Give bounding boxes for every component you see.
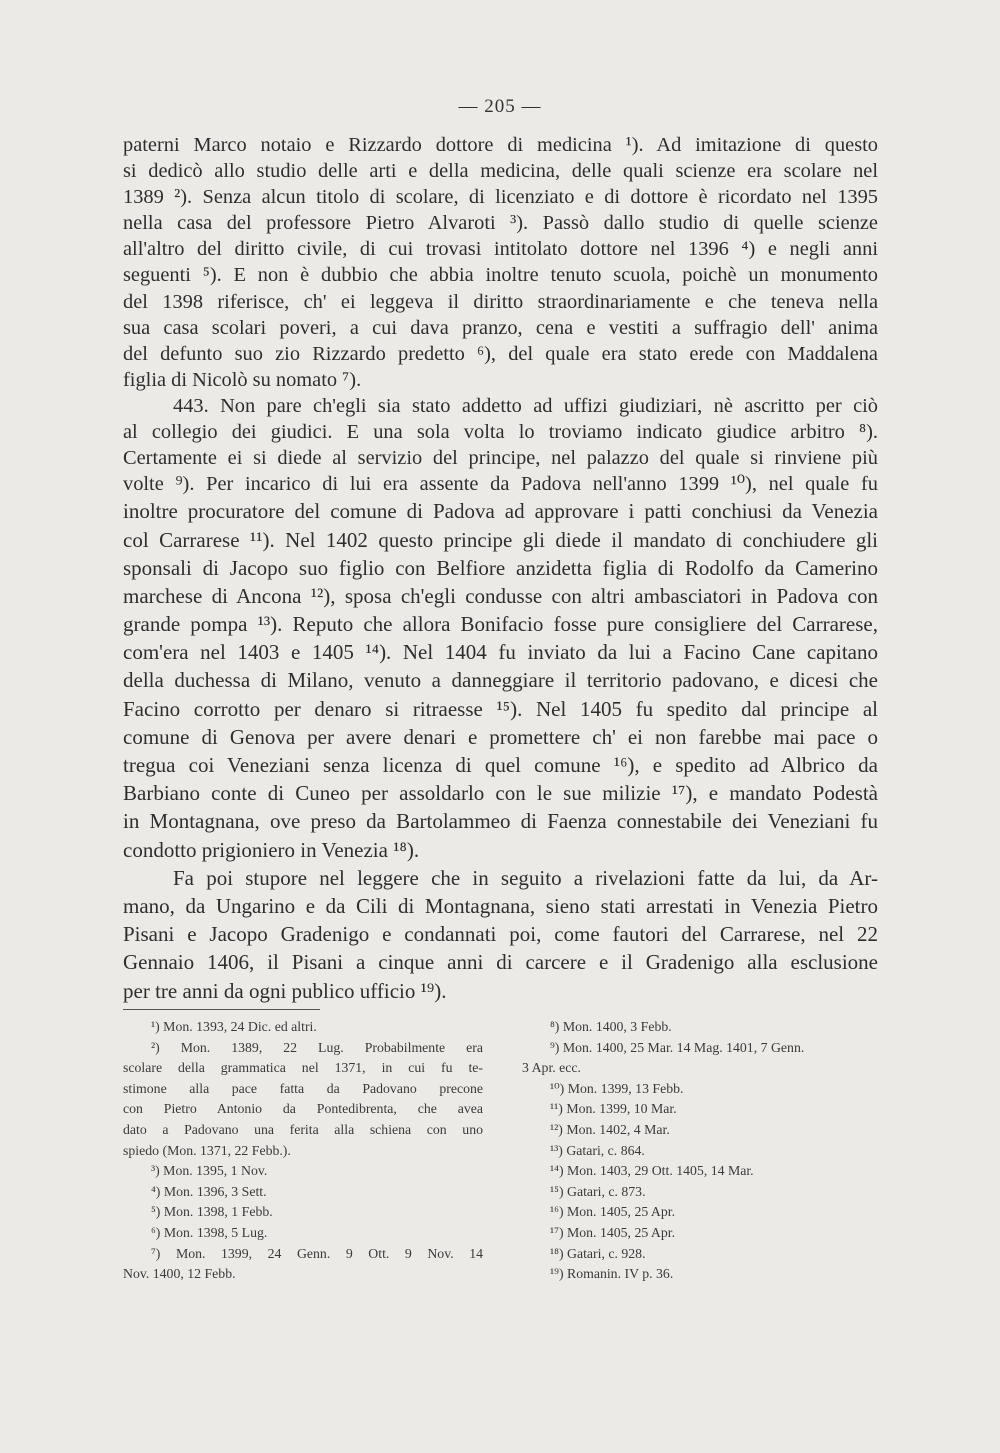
- text-line: del defunto suo zio Rizzardo predetto ⁶), del quale era stato erede con Maddalena: [123, 342, 878, 365]
- footnotes-left-column: [123, 1017, 483, 1285]
- footnote: ⁹) Mon. 1400, 25 Mar. 14 Mag. 1401, 7 Genn.: [550, 1039, 805, 1055]
- text-line: Barbiano conte di Cuneo per assoldarlo con le sue milizie ¹⁷), e mandato Podestà: [123, 781, 878, 806]
- footnote-divider: [123, 1009, 320, 1010]
- text-line: sponsali di Jacopo suo figlio con Belfiore anzidetta figlia di Rodolfo da Camerino: [123, 555, 878, 580]
- text-line: 1389 ²). Senza alcun titolo di scolare, di licenziato e di dottore è ricordato nel 1395: [123, 186, 878, 209]
- text-line: tregua coi Veneziani senza licenza di quel comune ¹⁶), e spedito ad Albrico da: [123, 753, 878, 777]
- footnote: ¹⁶) Mon. 1405, 25 Apr.: [550, 1204, 676, 1220]
- text-line: Pisani e Jacopo Gradenigo e condannati poi, come fautori del Carrarese, nel 22: [123, 922, 878, 947]
- text-line: condotto prigioniero in Venezia ¹⁸).: [123, 837, 420, 862]
- footnote: ¹⁹) Romanin. IV p. 36.: [550, 1266, 674, 1282]
- footnote: ⁴) Mon. 1396, 3 Sett.: [151, 1183, 267, 1199]
- footnote: ¹⁴) Mon. 1403, 29 Ott. 1405, 14 Mar.: [550, 1163, 754, 1179]
- footnote: ⁷) Mon. 1399, 24 Genn. 9 Ott. 9 Nov. 14: [151, 1245, 483, 1261]
- text-line: sua casa scolari poveri, a cui dava pranzo, cena e vestiti a suffragio dell' anima: [123, 316, 878, 339]
- text-line: si dedicò allo studio delle arti e della medicina, delle quali scienze era scolare nel: [123, 160, 878, 183]
- text-line: al collegio dei giudici. E una sola volta lo troviamo indicato giudice arbitro ⁸).: [123, 421, 878, 444]
- text-line: per tre anni da ogni publico ufficio ¹⁹).: [123, 978, 447, 1003]
- footnote-continuation: spiedo (Mon. 1371, 22 Febb.).: [123, 1142, 291, 1158]
- text-line: paterni Marco notaio e Rizzardo dottore di medicina ¹). Ad imitazione di questo: [123, 134, 878, 156]
- paragraph-start: 443. Non pare ch'egli sia stato addetto ad uffizi giudiziari, nè ascritto per ciò: [173, 394, 878, 417]
- footnote: ¹) Mon. 1393, 24 Dic. ed altri.: [151, 1019, 317, 1034]
- text-line: della duchessa di Milano, venuto a danneggiare il territorio padovano, e dicesi che: [123, 668, 878, 693]
- body-text: [123, 132, 878, 1005]
- footnote-continuation: dato a Padovano una ferita alla schiena con uno: [123, 1121, 483, 1137]
- footnote: ¹²) Mon. 1402, 4 Mar.: [550, 1121, 670, 1137]
- footnote-continuation: stimone alla pace fatta da Padovano precone: [123, 1080, 483, 1096]
- footnote: ¹³) Gatari, c. 864.: [550, 1142, 645, 1158]
- text-line: nella casa del professore Pietro Alvaroti ³). Passò dallo studio di quelle scienze: [123, 212, 878, 235]
- page-number: — 205 —: [458, 96, 542, 117]
- text-line: figlia di Nicolò su nomato ⁷).: [123, 368, 362, 391]
- paragraph-start: Fa poi stupore nel leggere che in seguito a rivelazioni fatte da lui, da Ar-: [173, 865, 878, 890]
- text-line: del 1398 riferisce, ch' ei leggeva il diritto straordinariamente e che teneva nella: [123, 290, 878, 313]
- footnotes-right-column: [522, 1017, 882, 1285]
- footnote: ¹⁷) Mon. 1405, 25 Apr.: [550, 1224, 676, 1240]
- footnote-continuation: con Pietro Antonio da Pontedibrenta, che avea: [123, 1101, 483, 1117]
- text-line: col Carrarese ¹¹). Nel 1402 questo principe gli diede il mandato di conchiudere gli: [123, 527, 878, 552]
- text-line: all'altro del diritto civile, di cui trovasi intitolato dottore nel 1396 ⁴) e negli anni: [123, 238, 878, 261]
- text-line: marchese di Ancona ¹²), sposa ch'egli condusse con altri ambasciatori in Padova con: [123, 583, 878, 608]
- footnote: ³) Mon. 1395, 1 Nov.: [151, 1163, 268, 1179]
- text-line: com'era nel 1403 e 1405 ¹⁴). Nel 1404 fu inviato da lui a Facino Cane capitano: [123, 640, 878, 665]
- footnote-continuation: Nov. 1400, 12 Febb.: [123, 1266, 236, 1282]
- text-line: seguenti ⁵). E non è dubbio che abbia inoltre tenuto scuola, poichè un monumento: [123, 264, 878, 287]
- text-line: in Montagnana, ove preso da Bartolammeo di Faenza connestabile dei Veneziani fu: [123, 809, 878, 834]
- text-line: Certamente ei si diede al servizio del principe, nel palazzo del quale si rinviene più: [123, 447, 878, 470]
- footnote-continuation: 3 Apr. ecc.: [522, 1060, 582, 1076]
- text-line: inoltre procuratore del comune di Padova ad approvare i patti conchiusi da Venezia: [123, 499, 878, 524]
- footnote: ¹¹) Mon. 1399, 10 Mar.: [550, 1101, 677, 1117]
- text-line: comune di Genova per avere denari e promettere ch' ei non farebbe mai pace o: [123, 724, 878, 749]
- footnote: ⁸) Mon. 1400, 3 Febb.: [550, 1019, 672, 1034]
- text-line: Gennaio 1406, il Pisani a cinque anni di carcere e il Gradenigo alla esclusione: [123, 950, 878, 975]
- footnote: ⁶) Mon. 1398, 5 Lug.: [151, 1224, 268, 1240]
- footnote: ¹⁸) Gatari, c. 928.: [550, 1245, 646, 1261]
- text-line: grande pompa ¹³). Reputo che allora Bonifacio fosse pure consigliere del Carrarese,: [123, 612, 878, 637]
- text-line: mano, da Ungarino e da Cili di Montagnana, sieno stati arrestati in Venezia Pietro: [123, 893, 878, 918]
- footnote: ¹⁰) Mon. 1399, 13 Febb.: [550, 1080, 684, 1096]
- footnote: ¹⁵) Gatari, c. 873.: [550, 1183, 646, 1199]
- footnote: ²) Mon. 1389, 22 Lug. Probabilmente era: [151, 1039, 483, 1055]
- text-line: Facino corrotto per denaro si ritraesse ¹⁵). Nel 1405 fu spedito dal principe al: [123, 696, 878, 721]
- text-line: volte ⁹). Per incarico di lui era assente da Padova nell'anno 1399 ¹⁰), nel quale fu: [123, 473, 878, 496]
- footnote-continuation: scolare della grammatica nel 1371, in cui fu te-: [123, 1060, 483, 1076]
- footnote: ⁵) Mon. 1398, 1 Febb.: [151, 1204, 273, 1220]
